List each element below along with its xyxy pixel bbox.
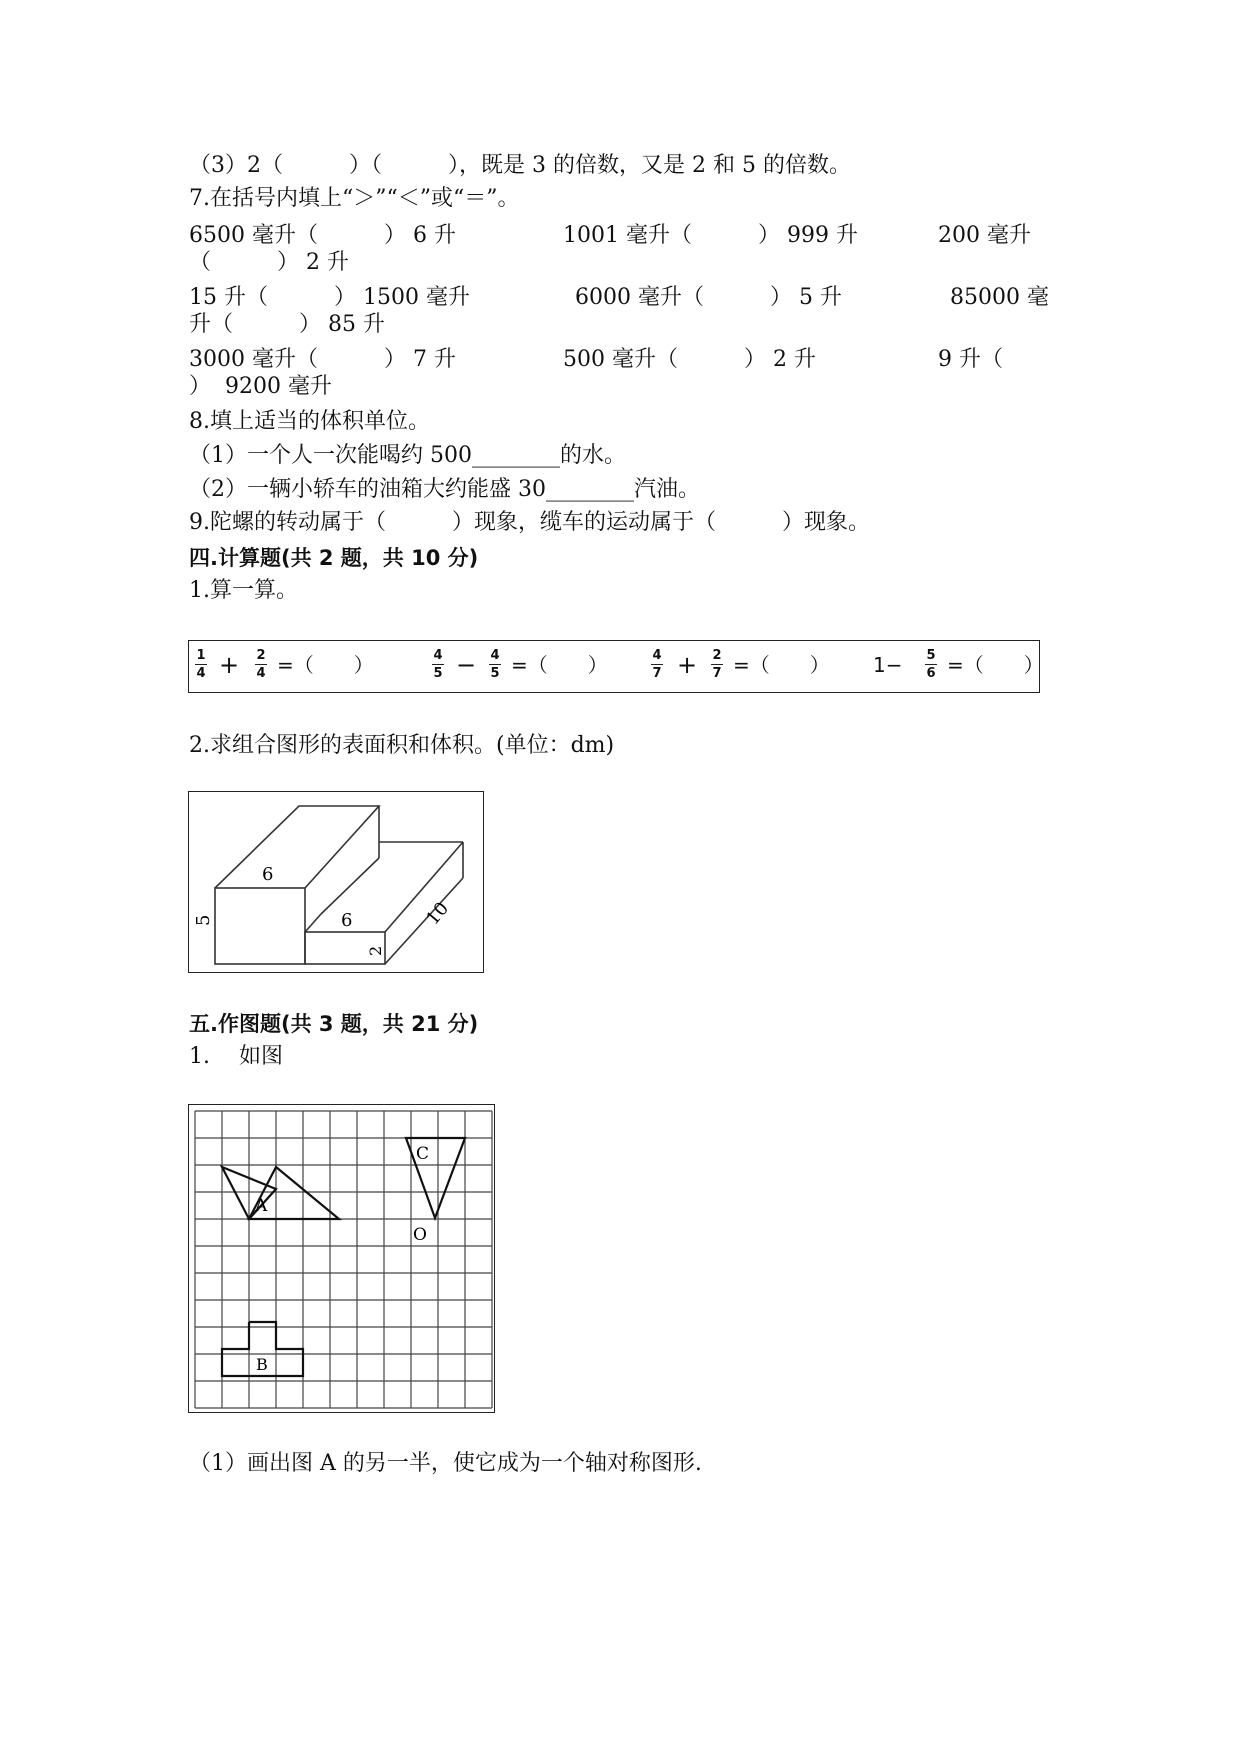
label-a: A xyxy=(255,1196,268,1216)
q8-item1: （1）一个人一次能喝约 500________的水。 xyxy=(189,443,626,468)
section5-q1: 1. 如图 xyxy=(189,1044,283,1069)
drawing-grid xyxy=(189,1105,494,1412)
label-b: B xyxy=(256,1355,268,1374)
q9: 9.陀螺的转动属于（ ）现象，缆车的运动属于（ ）现象。 xyxy=(189,510,870,535)
operator: − xyxy=(456,651,477,679)
q8-title: 8.填上适当的体积单位。 xyxy=(189,409,430,434)
operator: + xyxy=(677,651,698,679)
label-top-length: 6 xyxy=(262,864,274,885)
q8-item2: （2）一辆小轿车的油箱大约能盛 30________汽油。 xyxy=(189,477,700,502)
q7-row1-cont: （ ） 2 升 xyxy=(189,250,349,275)
solid-figure-frame xyxy=(188,791,484,973)
label-c: C xyxy=(416,1144,430,1164)
q7-row2-c: 85000 毫 xyxy=(950,285,1049,310)
q7-title: 7.在括号内填上“＞”“＜”或“＝”。 xyxy=(189,186,520,211)
q7-row3-b: 500 毫升（ ） 2 升 xyxy=(563,347,816,372)
q7-row3-cont: ） 9200 毫升 xyxy=(189,374,332,399)
section5-item1: （1）画出图 A 的另一半，使它成为一个轴对称图形. xyxy=(189,1451,702,1476)
answer-blank[interactable]: =（ ） xyxy=(947,653,1044,677)
operator: + xyxy=(219,651,240,679)
fraction: 4 7 xyxy=(652,648,662,681)
answer-blank[interactable]: =（ ） xyxy=(511,653,608,677)
answer-blank[interactable]: =（ ） xyxy=(733,653,830,677)
section4-q2: 2.求组合图形的表面积和体积。(单位：dm) xyxy=(189,733,615,758)
label-low-length: 6 xyxy=(341,910,353,931)
section5-title: 五.作图题(共 3 题，共 21 分) xyxy=(189,1012,479,1036)
fraction: 4 5 xyxy=(490,648,500,681)
q7-row2-cont: 升（ ） 85 升 xyxy=(189,312,385,337)
q7-row1-a: 6500 毫升（ ） 6 升 xyxy=(189,223,456,248)
q6-item3: （3）2（ ）（ ），既是 3 的倍数，又是 2 和 5 的倍数。 xyxy=(189,153,851,178)
fraction: 5 6 xyxy=(926,648,936,681)
answer-blank[interactable]: =（ ） xyxy=(277,653,374,677)
q7-row1-b: 1001 毫升（ ） 999 升 xyxy=(563,223,858,248)
q7-row1-c: 200 毫升 xyxy=(938,223,1031,248)
q7-row2-b: 6000 毫升（ ） 5 升 xyxy=(575,285,842,310)
fraction: 2 7 xyxy=(712,648,722,681)
fraction: 1 4 xyxy=(196,648,206,681)
expr-lead: 1− xyxy=(873,653,903,677)
label-height: 5 xyxy=(193,914,214,926)
label-low-height: 2 xyxy=(366,945,385,956)
label-depth: 10 xyxy=(422,898,454,930)
section4-q1: 1.算一算。 xyxy=(189,578,298,603)
section4-title: 四.计算题(共 2 题，共 10 分) xyxy=(189,546,479,570)
fraction: 4 5 xyxy=(433,648,443,681)
q7-row3-c: 9 升（ xyxy=(938,347,1003,372)
q7-row2-a: 15 升（ ） 1500 毫升 xyxy=(189,285,470,310)
q7-row3-a: 3000 毫升（ ） 7 升 xyxy=(189,347,456,372)
label-o: O xyxy=(413,1225,427,1245)
composite-solid-figure xyxy=(189,792,483,972)
grid-figure-frame xyxy=(188,1104,495,1413)
calc-box xyxy=(188,640,1044,693)
fraction: 2 4 xyxy=(256,648,266,681)
